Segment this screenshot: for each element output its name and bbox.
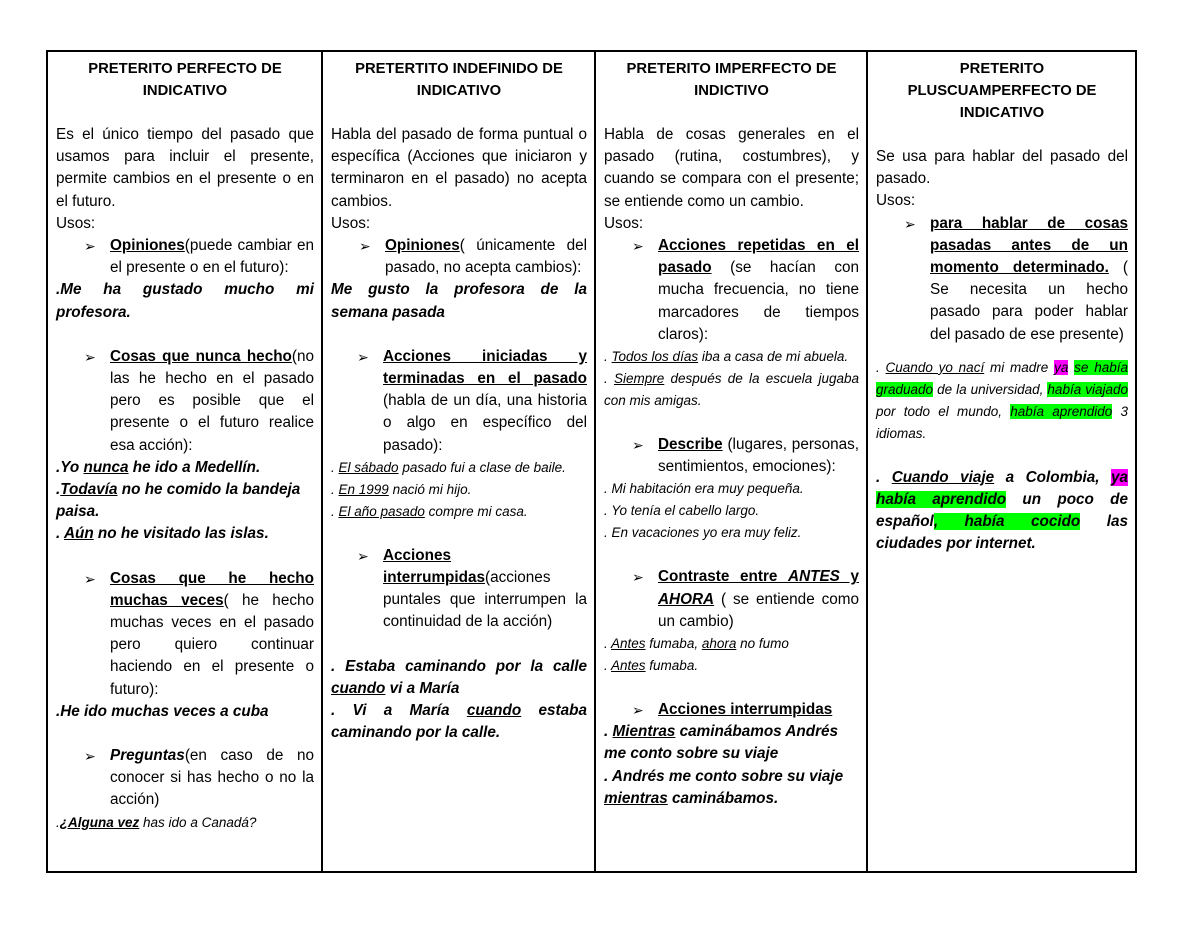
intro-text: Habla de cosas generales en el pasado (rutina, costumbres), y cuando se compara con el presente; se entiende como un cambio. — [604, 126, 859, 210]
bullet-acciones-interrumpidas — [632, 699, 859, 721]
arrow-bullet-icon: ➢ — [904, 215, 916, 232]
example: . Todos los días iba a casa de mi abuela. — [604, 349, 849, 365]
bullet-acciones-interrumpidas — [357, 545, 587, 634]
example: . Mi habitación era muy pequeña. — [604, 481, 804, 497]
example: . Antes fumaba. — [604, 658, 699, 674]
highlight-magenta: ya — [1110, 468, 1128, 486]
highlight-green: , había cocido — [933, 513, 1081, 531]
bullet-title: Cosas que he hecho muchas veces — [110, 569, 314, 609]
bullet-title: Acciones repetidas en el pasado — [658, 237, 859, 277]
bullet-title: Acciones interrumpidas — [658, 701, 833, 719]
bullet-opiniones — [359, 235, 587, 279]
bullet-acciones-repetidas — [632, 235, 859, 346]
example: .¿Alguna vez has ido a Canadá? — [56, 814, 257, 830]
bullet-title: Acciones iniciadas y terminadas en el pasado — [383, 347, 587, 388]
usos-label: Usos: — [331, 214, 371, 232]
bullet-text: (habla de un día, una historia o algo en específico del pasado): — [383, 392, 587, 454]
bullet-describe — [632, 434, 859, 478]
example: . Cuando yo nací mi madre ya se había graduado de la universidad, había viajado por todo el mundo, había aprendido 3 idiomas. — [876, 359, 1128, 441]
arrow-bullet-icon: ➢ — [359, 238, 371, 255]
column-header: PRETERITO IMPERFECTO DE INDICTIVO — [626, 61, 837, 99]
bullet-title: Acciones interrumpidas — [383, 546, 485, 587]
example: .Me ha gustado mucho mi profesora. — [56, 281, 314, 321]
example: . Aún no he visitado las islas. — [56, 525, 269, 543]
bullet-text: ( se entiende como un cambio) — [658, 590, 859, 630]
arrow-bullet-icon: ➢ — [357, 547, 369, 564]
bullet-title: Describe — [658, 436, 723, 454]
bullet-text: (acciones puntales que interrumpen la continuidad de la acción) — [383, 569, 587, 631]
bullet-cosas-pasadas — [904, 213, 1128, 346]
intro-text: Habla del pasado de forma puntual o específica (Acciones que iniciaron y terminaron en el pasado) no acepta cambios. — [331, 126, 587, 210]
column-header: PRETERTITO INDEFINIDO DE INDICATIVO — [355, 61, 563, 99]
arrow-bullet-icon: ➢ — [632, 569, 644, 586]
arrow-bullet-icon: ➢ — [632, 437, 644, 454]
usos-label: Usos: — [604, 214, 644, 232]
example: . En vacaciones yo era muy feliz. — [604, 525, 802, 541]
example: . Mientras caminábamos Andrés me conto sobre su viaje — [604, 723, 839, 763]
example: . Antes fumaba, ahora no fumo — [604, 636, 789, 652]
example: . Vi a María cuando estaba caminando por la calle. — [331, 702, 587, 742]
example: . Estaba caminando por la calle cuando vi a María — [331, 657, 587, 697]
bullet-text: ( únicamente del pasado, no acepta cambios): — [385, 237, 587, 277]
example: Me gusto la profesora de la semana pasada — [331, 281, 587, 321]
bullet-title: Contraste entre ANTES y AHORA — [658, 568, 859, 608]
example: .Yo nunca he ido a Medellín. — [56, 458, 261, 476]
bullet-text: (puede cambiar en el presente o en el futuro): — [110, 237, 314, 277]
arrow-bullet-icon: ➢ — [84, 748, 96, 765]
bullet-title: para hablar de cosas pasadas antes de un momento determinado. — [930, 214, 1128, 277]
bullet-text: (en caso de no conocer si has hecho o no la acción) — [110, 747, 314, 809]
column-preterito-perfecto — [48, 52, 321, 871]
bullet-text: ( Se necesita un hecho pasado para poder hablar del pasado de ese presente) — [930, 259, 1128, 343]
example: .He ido muchas veces a cuba — [56, 702, 269, 720]
arrow-bullet-icon: ➢ — [84, 570, 96, 587]
example: . Yo tenía el cabello largo. — [604, 503, 760, 519]
arrow-bullet-icon: ➢ — [357, 348, 369, 365]
grammar-table — [46, 50, 1137, 873]
example: . En 1999 nació mi hijo. — [331, 481, 472, 497]
bullet-preguntas — [84, 745, 314, 812]
example: . El año pasado compre mi casa. — [331, 503, 528, 519]
arrow-bullet-icon: ➢ — [632, 702, 644, 719]
example: . El sábado pasado fui a clase de baile. — [331, 459, 566, 475]
intro-text: Se usa para hablar del pasado del pasado. — [876, 148, 1128, 188]
bullet-title: Cosas que nunca hecho — [110, 347, 292, 365]
example: .Todavía no he comido la bandeja paisa. — [56, 481, 301, 521]
bullet-text: (lugares, personas, sentimientos, emociones): — [658, 436, 859, 476]
usos-label: Usos: — [876, 192, 916, 210]
column-header: PRETERITO PERFECTO DE INDICATIVO — [88, 61, 282, 99]
column-preterito-imperfecto — [594, 52, 866, 871]
arrow-bullet-icon: ➢ — [84, 348, 96, 365]
bullet-title: Opiniones — [110, 237, 185, 255]
bullet-acciones-iniciadas — [357, 346, 587, 457]
bullet-title: Preguntas — [110, 747, 185, 765]
bullet-title: Opiniones — [385, 237, 460, 255]
bullet-text: (no las he hecho en el pasado pero es posible que el presente o el futuro realice esa acción): — [110, 347, 314, 454]
highlight-green: había aprendido — [1010, 403, 1113, 419]
column-header: PRETERITO PLUSCUAMPERFECTO DE INDICATIVO — [907, 61, 1097, 121]
highlight-green: se había graduado — [876, 359, 1128, 397]
bullet-opiniones — [84, 235, 314, 279]
usos-label: Usos: — [56, 214, 96, 232]
bullet-contraste — [632, 566, 859, 633]
bullet-cosas-nunca — [84, 346, 314, 457]
arrow-bullet-icon: ➢ — [84, 238, 96, 255]
example: . Siempre después de la escuela jugaba con mis amigas. — [604, 371, 859, 409]
highlight-magenta: ya — [1054, 359, 1069, 375]
example: . Andrés me conto sobre su viaje mientras caminábamos. — [604, 767, 844, 807]
arrow-bullet-icon: ➢ — [632, 238, 644, 255]
column-preterito-indefinido — [321, 52, 594, 871]
bullet-text: (se hacían con mucha frecuencia, no tiene marcadores de tiempos claros): — [658, 259, 859, 343]
bullet-muchas-veces — [84, 568, 314, 701]
column-preterito-pluscuamperfecto — [866, 52, 1135, 871]
highlight-green: había aprendido — [876, 491, 1007, 509]
highlight-green: había viajado — [1047, 381, 1128, 397]
intro-text: Es el único tiempo del pasado que usamos para incluir el presente, permite cambios en el presente o en el futuro. — [56, 126, 314, 210]
bullet-text: ( he hecho muchas veces en el pasado pero quiero continuar haciendo en el presente o futuro): — [110, 591, 314, 698]
example: . Cuando viaje a Colombia, ya había aprendido un poco de español, había cocido las ciudades por internet. — [876, 468, 1129, 553]
